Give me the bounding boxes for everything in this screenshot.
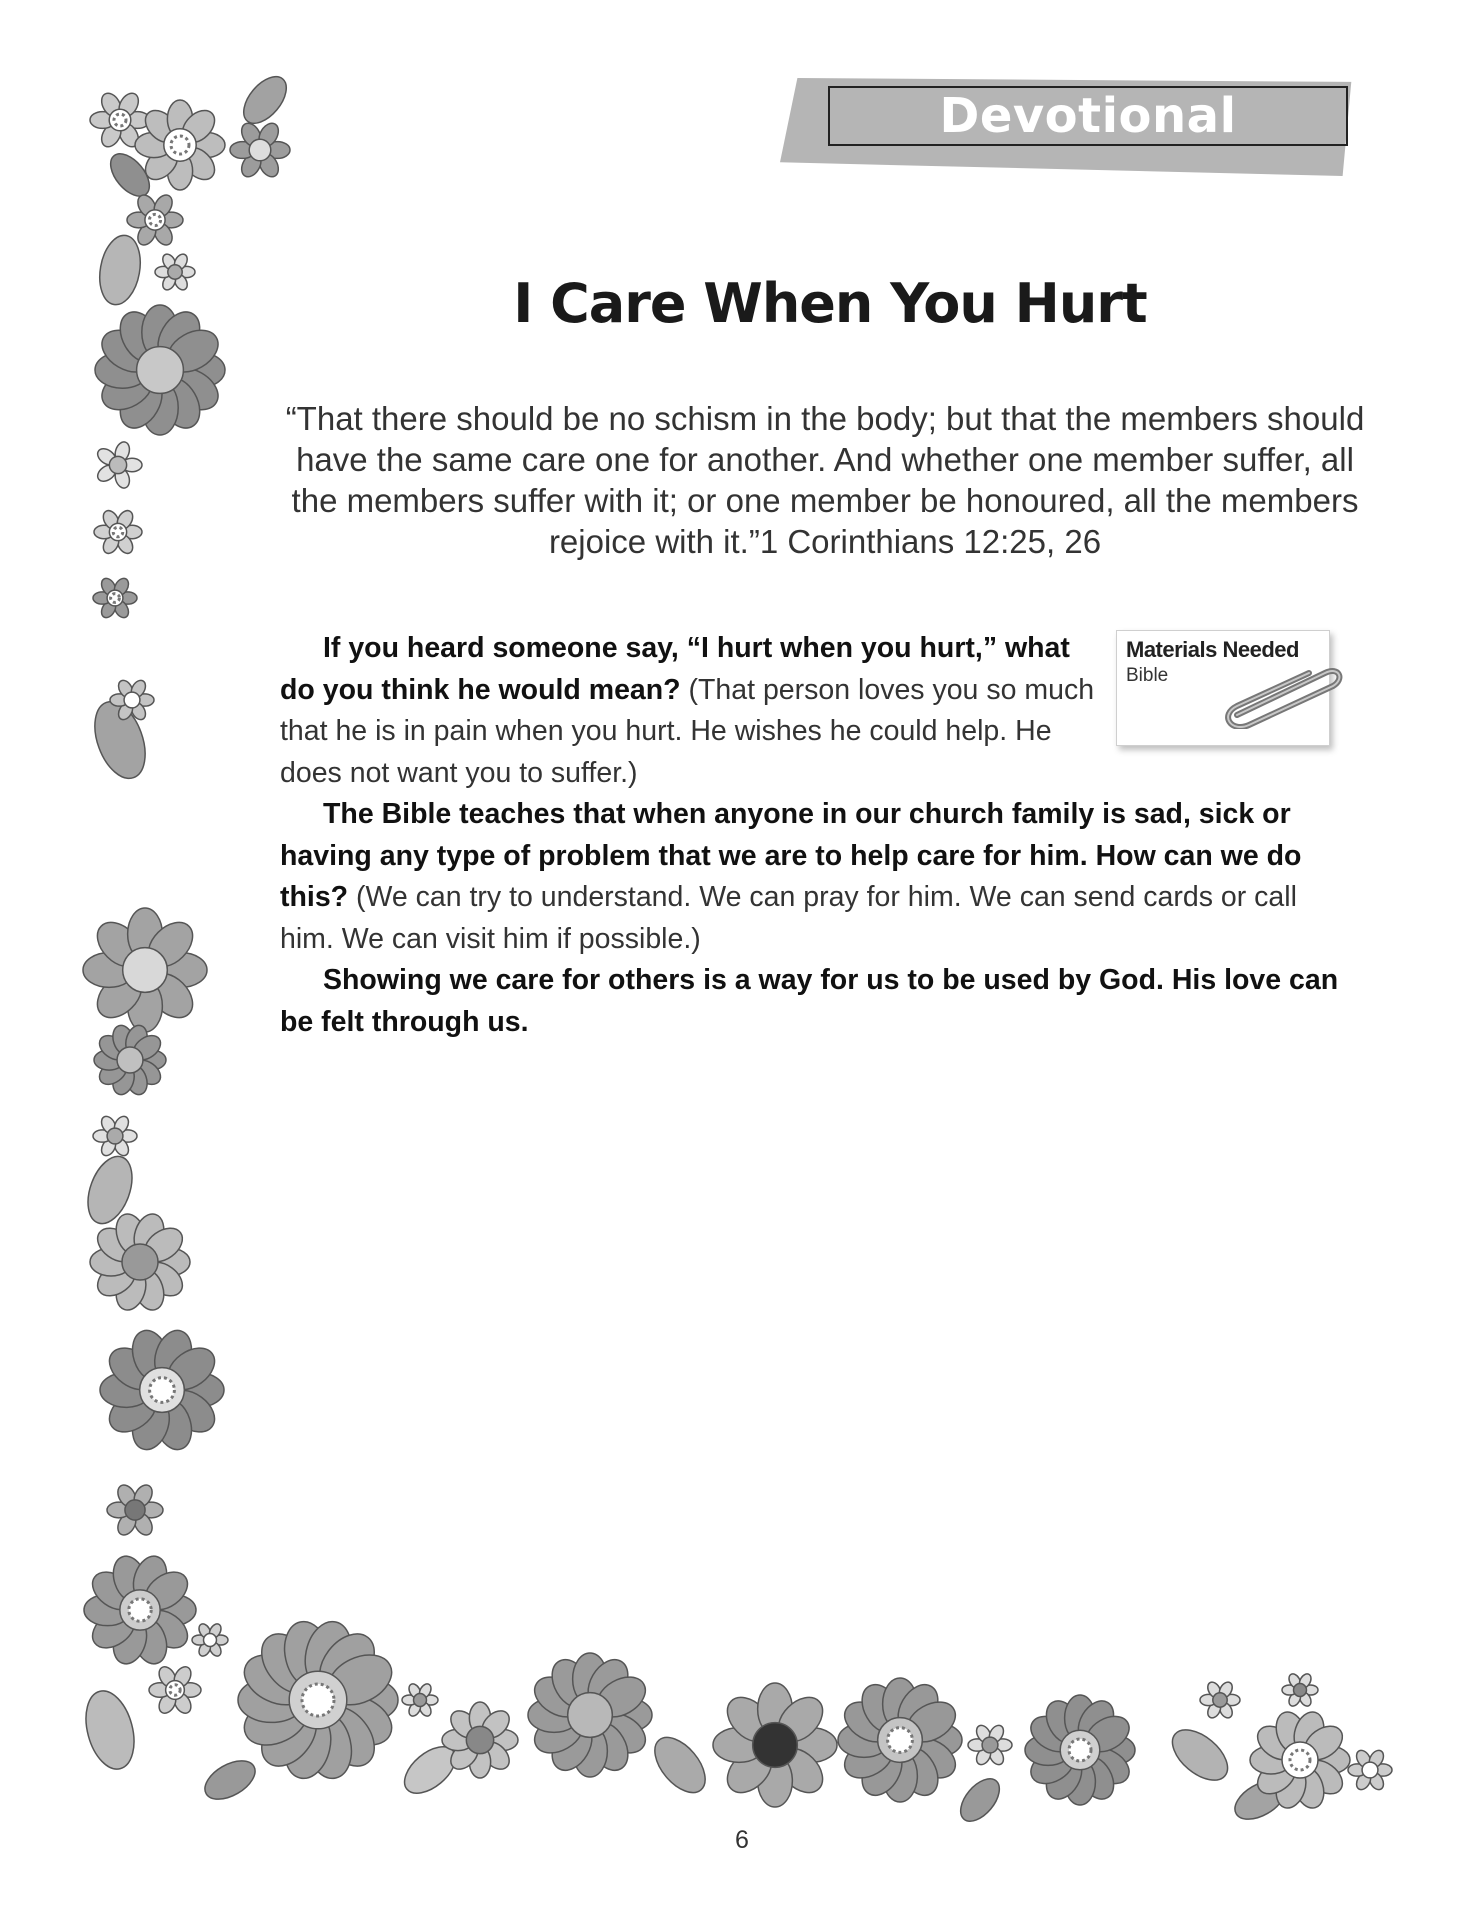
materials-title: Materials Needed bbox=[1126, 637, 1299, 662]
page-title: I Care When You Hurt bbox=[513, 272, 1147, 335]
paragraph-3: Showing we care for others is a way for us to be used by God. His love can be felt through us. bbox=[280, 964, 1339, 1038]
materials-item: Bible bbox=[1126, 665, 1169, 686]
scripture-verse: “That there should be no schism in the body; but that the members should have the same care one for another. And whether one member suffer, all the members suffer with it; or one member be honoured, all the members rejoice with it.”1 Corinthians 12:25, 26 bbox=[285, 400, 1365, 560]
paragraph-1: If you heard someone say, “I hurt when you hurt,” what do you think he would mean? (That person loves you so much that he is in pain when you hurt. He wishes he could help. He does not want you to suffer.) bbox=[280, 632, 1095, 789]
page-number: 6 bbox=[735, 1826, 749, 1854]
paragraph-2: The Bible teaches that when anyone in our church family is sad, sick or having any type of problem that we are to help care for him. How can we do this? (We can try to understand. We can pray for him. We can send cards or call him. We can visit him if possible.) bbox=[280, 798, 1302, 955]
section-label: Devotional bbox=[939, 88, 1237, 144]
section-banner bbox=[780, 78, 1360, 176]
materials-needed-card bbox=[1116, 630, 1330, 746]
paperclip-icon bbox=[1197, 653, 1347, 729]
